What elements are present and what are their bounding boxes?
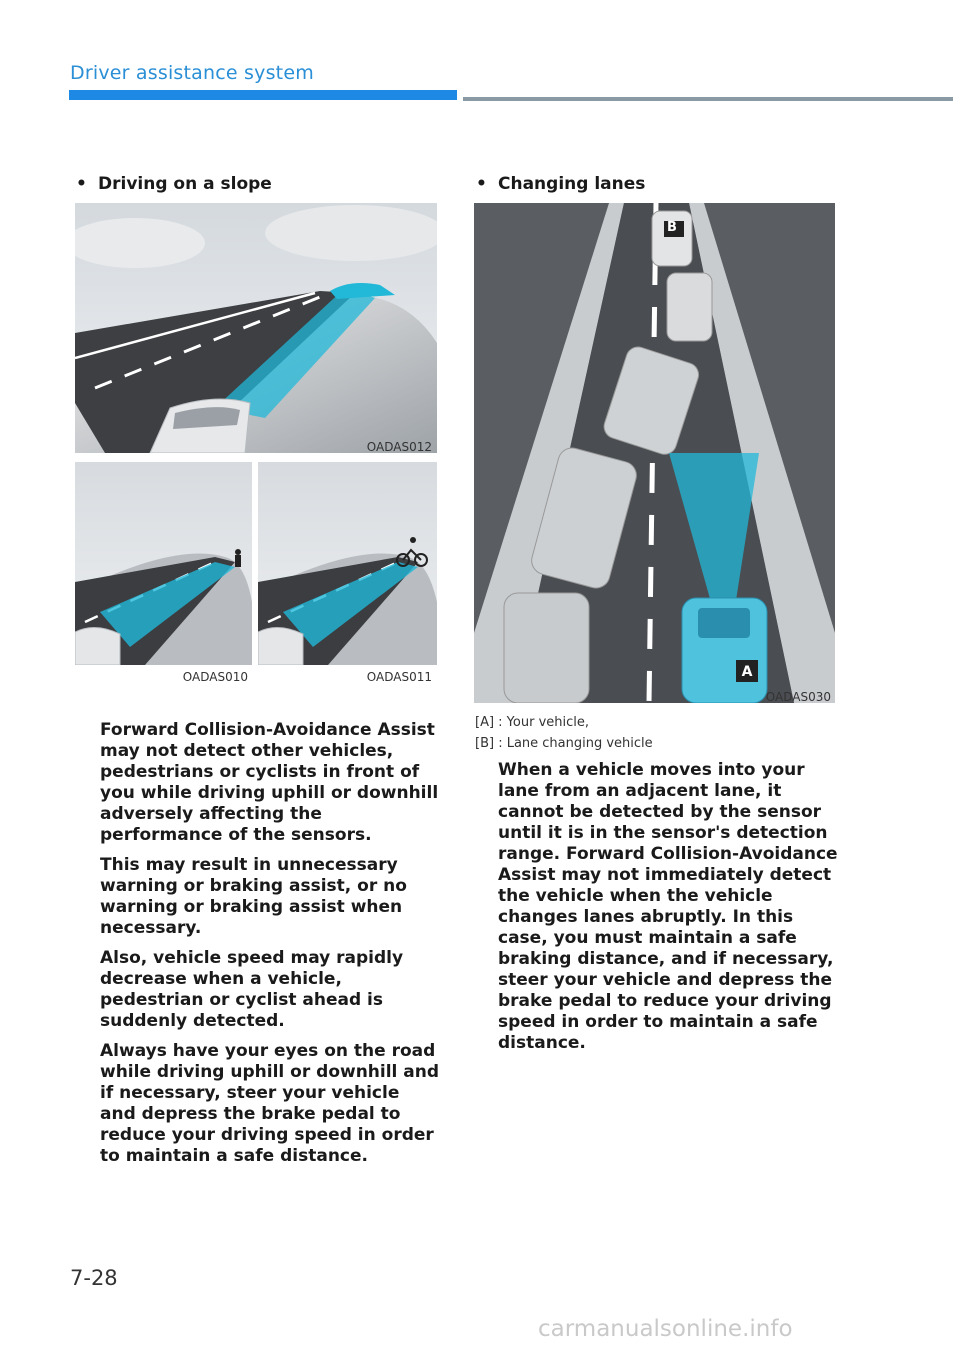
figure-code-bottom-left: OADAS010 bbox=[182, 670, 248, 684]
header-accent-bar bbox=[69, 90, 457, 100]
figure-legend bbox=[475, 712, 653, 754]
heading-driving-on-slope bbox=[76, 174, 272, 194]
header-divider-bar bbox=[463, 97, 953, 101]
bullet: • bbox=[76, 174, 87, 194]
label-b: B bbox=[667, 220, 677, 235]
paragraph: When a vehicle moves into your lane from an adjacent lane, it cannot be detected by the sensor until it is in the sensor's detection range. Forward Collision-Avoidance Assist may not immediately detect the vehicle when the vehicle changes lanes abruptly. In this case, you must maintain a safe braking distance, and if necessary, steer your vehicle and depress the brake pedal to reduce your driving speed in order to maintain a safe distance. bbox=[498, 760, 838, 1053]
paragraph: Forward Collision-Avoidance Assist may not detect other vehicles, pedestrians or cyclists in front of you while driving uphill or downhill adversely affecting the performance of the sensors. bbox=[100, 720, 439, 845]
slope-body-text bbox=[100, 720, 440, 1176]
slope-illustration bbox=[75, 203, 437, 453]
figure-code-top: OADAS012 bbox=[366, 440, 432, 454]
figure-code-bottom-right: OADAS011 bbox=[366, 670, 432, 684]
watermark: carmanualsonline.info bbox=[538, 1316, 793, 1342]
figure-code-right: OADAS030 bbox=[765, 690, 831, 704]
lane-change-body-text bbox=[498, 760, 838, 1063]
legend-item-b: [B] : Lane changing vehicle bbox=[475, 736, 653, 751]
paragraph: This may result in unnecessary warning or braking assist, or no warning or braking assist when necessary. bbox=[100, 855, 407, 938]
heading-text: Changing lanes bbox=[498, 174, 646, 194]
bullet: • bbox=[476, 174, 487, 194]
heading-text: Driving on a slope bbox=[98, 174, 272, 194]
paragraph: Always have your eyes on the road while driving uphill or downhill and if necessary, steer your vehicle and depress the brake pedal to reduce your driving speed in order to maintain a safe distance. bbox=[100, 1041, 440, 1166]
lane-change-illustration bbox=[474, 203, 835, 703]
section-title: Driver assistance system bbox=[70, 62, 314, 84]
legend-item-a: [A] : Your vehicle, bbox=[475, 715, 589, 730]
page-number: 7-28 bbox=[70, 1266, 118, 1290]
paragraph: Also, vehicle speed may rapidly decrease when a vehicle, pedestrian or cyclist ahead is suddenly detected. bbox=[100, 948, 404, 1031]
pedestrian-slope-illustration bbox=[75, 462, 252, 665]
cyclist-slope-illustration bbox=[258, 462, 437, 665]
heading-changing-lanes bbox=[476, 174, 645, 194]
label-a: A bbox=[741, 664, 753, 680]
